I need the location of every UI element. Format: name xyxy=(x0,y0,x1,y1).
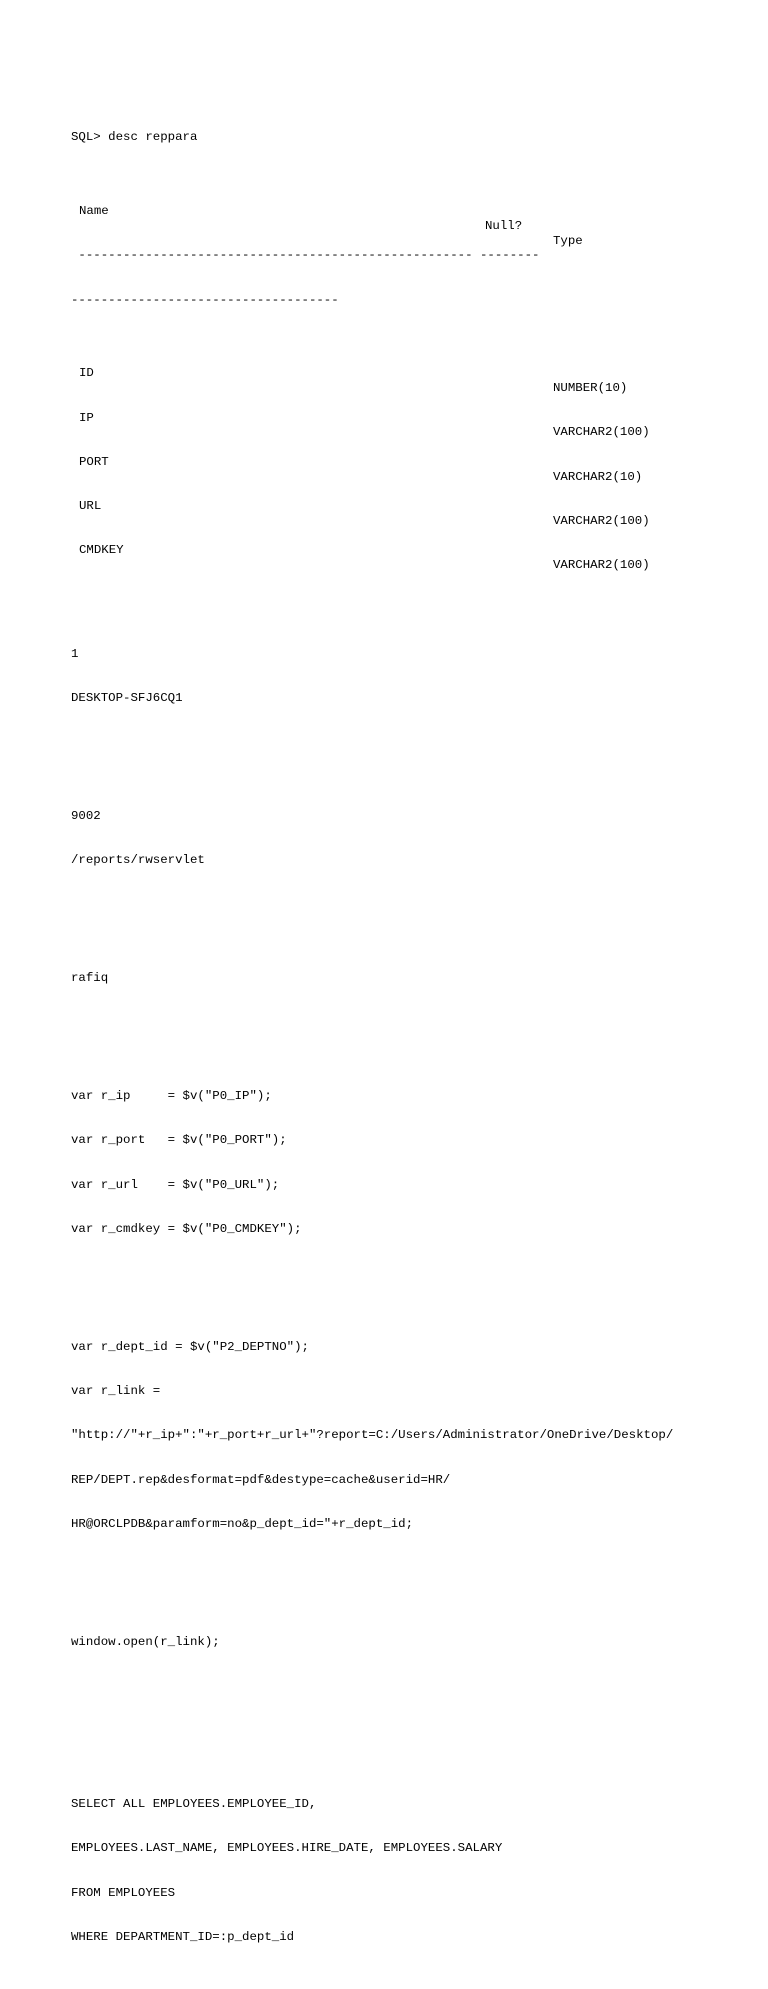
table-row xyxy=(71,484,761,528)
table-row xyxy=(71,440,761,484)
js-var-cmdkey: var r_cmdkey = $v("P0_CMDKEY"); xyxy=(71,1221,302,1236)
value-port: 9002 xyxy=(71,808,101,823)
query-line-3: FROM EMPLOYEES xyxy=(71,1885,176,1900)
value-url: /reports/rwservlet xyxy=(71,853,205,867)
blank-line xyxy=(71,1576,761,1591)
header-null: Null? xyxy=(485,218,523,233)
column-name: IP xyxy=(79,410,94,425)
value-cmdkey: rafiq xyxy=(71,971,109,985)
blank-line xyxy=(71,1738,761,1753)
header-name: Name xyxy=(79,204,109,218)
js-link-line-1: "http://"+r_ip+":"+r_port+r_url+"?report=C:/Users/Administrator/OneDrive/Desktop/ xyxy=(71,1428,674,1443)
column-name: ID xyxy=(79,366,94,381)
value-id: 1 xyxy=(71,646,79,661)
header-type: Type xyxy=(553,233,583,248)
table-row xyxy=(71,352,761,395)
column-type: NUMBER(10) xyxy=(553,381,628,395)
js-window-open: window.open(r_link); xyxy=(71,1634,220,1649)
sql-command: SQL> desc reppara xyxy=(71,130,198,145)
column-type: VARCHAR2(100) xyxy=(553,558,650,572)
separator-line: ----------------------------------------------------- -------- xyxy=(71,248,540,263)
query-line-4: WHERE DEPARTMENT_ID=:p_dept_id xyxy=(71,1929,295,1944)
table-row xyxy=(71,396,761,440)
value-ip: DESKTOP-SFJ6CQ1 xyxy=(71,690,183,705)
table-header-row xyxy=(71,189,761,248)
column-name: CMDKEY xyxy=(79,543,124,558)
js-link-line-2: REP/DEPT.rep&desformat=pdf&destype=cache&userid=HR/ xyxy=(71,1472,451,1487)
js-var-link: var r_link = xyxy=(71,1384,161,1398)
blank-line xyxy=(71,588,761,603)
column-type: VARCHAR2(100) xyxy=(553,513,650,528)
js-var-ip: var r_ip = $v("P0_IP"); xyxy=(71,1089,272,1103)
js-var-port: var r_port = $v("P0_PORT"); xyxy=(71,1133,287,1148)
blank-line xyxy=(71,1694,761,1709)
blank-line xyxy=(71,1281,761,1296)
column-type: VARCHAR2(100) xyxy=(553,425,650,440)
js-var-dept: var r_dept_id = $v("P2_DEPTNO"); xyxy=(71,1339,309,1354)
blank-line xyxy=(71,912,761,927)
blank-line xyxy=(71,750,761,765)
table-row xyxy=(71,529,761,572)
js-var-url: var r_url = $v("P0_URL"); xyxy=(71,1177,280,1192)
column-name: URL xyxy=(79,499,102,513)
document-body xyxy=(71,86,761,1989)
column-name: PORT xyxy=(79,454,109,469)
js-link-line-3: HR@ORCLPDB&paramform=no&p_dept_id="+r_dept_id; xyxy=(71,1516,414,1531)
query-line-2: EMPLOYEES.LAST_NAME, EMPLOYEES.HIRE_DATE, EMPLOYEES.SALARY xyxy=(71,1841,503,1856)
blank-line xyxy=(71,1030,761,1045)
separator-line-wrap: ------------------------------------ xyxy=(71,292,339,307)
query-line-1: SELECT ALL EMPLOYEES.EMPLOYEE_ID, xyxy=(71,1797,317,1811)
column-type: VARCHAR2(10) xyxy=(553,469,643,484)
